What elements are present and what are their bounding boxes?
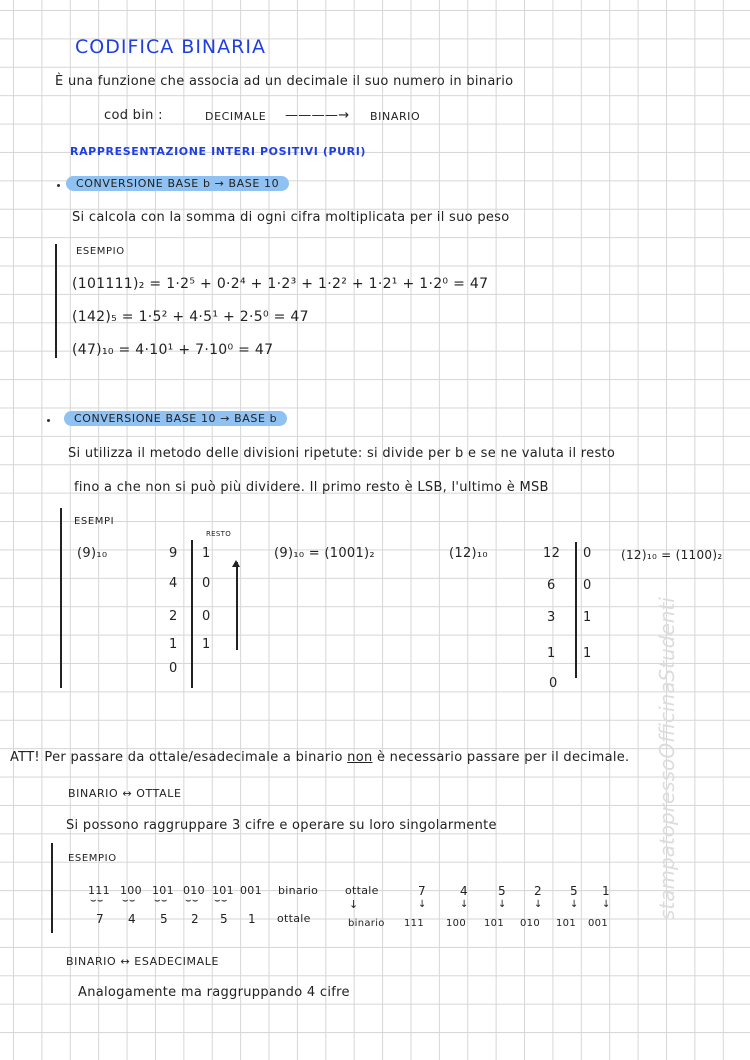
- conv1-example-label: ESEMPIO: [76, 246, 125, 257]
- binary-group: 001: [240, 884, 262, 897]
- example-bar: [60, 508, 62, 688]
- quotient: 4: [169, 576, 178, 591]
- conv2-desc: Si utilizza il metodo delle divisioni ripetute: si divide per b e se ne valuta il resto: [68, 446, 616, 461]
- quotient: 1: [169, 637, 178, 652]
- example-bar: [51, 843, 53, 933]
- att-underlined: non: [347, 750, 373, 765]
- label-binario: binario: [278, 884, 319, 897]
- arrow-down-icon: ↓: [570, 899, 579, 910]
- arrow-down-icon: ↓: [349, 898, 359, 911]
- example-bar: [55, 244, 57, 358]
- octal-digit: 5: [220, 912, 228, 926]
- section-heading: RAPPRESENTAZIONE INTERI POSITIVI (PURI): [70, 145, 367, 158]
- remainder: 1: [202, 546, 211, 561]
- binary-group: 101: [152, 884, 174, 897]
- octal-digit: 5: [570, 884, 578, 898]
- conv2-desc: fino a che non si può più dividere. Il primo resto è LSB, l'ultimo è MSB: [74, 480, 549, 495]
- att-text: Per passare da ottale/esadecimale a binario: [44, 750, 343, 765]
- binary-group: 010: [520, 918, 540, 929]
- quotient: 6: [547, 578, 556, 593]
- quotient: 1: [547, 646, 556, 661]
- brace-icon: ⌣⌣: [154, 895, 168, 906]
- ex1-label: (9)₁₀: [77, 546, 108, 561]
- arrow-down-icon: ↓: [534, 899, 543, 910]
- conv1-desc: Si calcola con la somma di ogni cifra moltiplicata per il suo peso: [72, 210, 510, 225]
- octal-digit: 7: [96, 912, 104, 926]
- watermark: stampatopressoOfficinaStudenti: [655, 597, 679, 920]
- binary-group: 111: [88, 884, 110, 897]
- arrow-up-icon: [236, 562, 238, 650]
- division-bar: [191, 540, 193, 688]
- quotient: 2: [169, 609, 178, 624]
- arrow-down-icon: ↓: [460, 899, 469, 910]
- remainder: 1: [202, 637, 211, 652]
- binary-group: 010: [183, 884, 205, 897]
- octal-digit: 1: [602, 884, 610, 898]
- conv1-line: (47)₁₀ = 4·10¹ + 7·10⁰ = 47: [72, 342, 274, 358]
- division-bar: [575, 542, 577, 678]
- bin-oct-heading: BINARIO ↔ OTTALE: [68, 787, 182, 800]
- binary-group: 001: [588, 918, 608, 929]
- remainder: 1: [583, 610, 592, 625]
- att-prefix: ATT!: [10, 750, 40, 765]
- label-ottale: ottale: [345, 884, 379, 897]
- att-text: è necessario passare per il decimale.: [376, 750, 630, 765]
- remainder: 0: [583, 578, 592, 593]
- remainder: 0: [583, 546, 592, 561]
- conv1-line: (142)₅ = 1·5² + 4·5¹ + 2·5⁰ = 47: [72, 309, 309, 325]
- bin-hex-desc: Analogamente ma raggruppando 4 cifre: [78, 985, 350, 1000]
- quotient: 9: [169, 546, 178, 561]
- brace-icon: ⌣⌣: [185, 895, 199, 906]
- page-title: CODIFICA BINARIA: [75, 36, 266, 58]
- label-binario: binario: [348, 918, 385, 929]
- bullet: [57, 184, 60, 187]
- octal-digit: 5: [160, 912, 168, 926]
- octal-digit: 2: [191, 912, 199, 926]
- arrow-down-icon: ↓: [498, 899, 507, 910]
- binary-group: 100: [120, 884, 142, 897]
- quotient: 0: [549, 676, 558, 691]
- att-line: [10, 750, 630, 765]
- brace-icon: ⌣⌣: [122, 895, 136, 906]
- binary-group: 101: [556, 918, 576, 929]
- cod-bin-from: DECIMALE: [205, 110, 267, 123]
- conv2-example-label: ESEMPI: [74, 516, 115, 527]
- octal-digit: 4: [460, 884, 468, 898]
- brace-icon: ⌣⌣: [90, 895, 104, 906]
- quotient: 0: [169, 661, 178, 676]
- octal-digit: 2: [534, 884, 542, 898]
- remainder: 0: [202, 609, 211, 624]
- binary-group: 111: [404, 918, 424, 929]
- ex2-label: (12)₁₀: [449, 546, 488, 561]
- bin-oct-example-label: ESEMPIO: [68, 853, 117, 864]
- arrow-down-icon: ↓: [602, 899, 611, 910]
- quotient: 3: [547, 610, 556, 625]
- conv2-heading: CONVERSIONE BASE 10 → BASE b: [64, 411, 287, 426]
- ex1-result: (9)₁₀ = (1001)₂: [274, 546, 375, 561]
- binary-group: 101: [212, 884, 234, 897]
- arrow-down-icon: ↓: [418, 899, 427, 910]
- ex2-result: (12)₁₀ = (1100)₂: [621, 548, 723, 562]
- remainder: 1: [583, 646, 592, 661]
- resto-label: RESTO: [206, 530, 232, 538]
- conv1-heading: CONVERSIONE BASE b → BASE 10: [66, 176, 289, 191]
- octal-digit: 7: [418, 884, 426, 898]
- remainder: 0: [202, 576, 211, 591]
- binary-group: 100: [446, 918, 466, 929]
- label-ottale: ottale: [277, 912, 311, 925]
- binary-group: 101: [484, 918, 504, 929]
- conv1-line: (101111)₂ = 1·2⁵ + 0·2⁴ + 1·2³ + 1·2² + 1·2¹ + 1·2⁰ = 47: [72, 276, 489, 292]
- cod-bin-to: BINARIO: [370, 110, 421, 123]
- octal-digit: 5: [498, 884, 506, 898]
- bin-hex-heading: BINARIO ↔ ESADECIMALE: [66, 955, 220, 968]
- bin-oct-desc: Si possono raggruppare 3 cifre e operare su loro singolarmente: [66, 818, 497, 833]
- quotient: 12: [543, 546, 561, 561]
- bullet: [47, 419, 50, 422]
- cod-bin-label: cod bin :: [104, 108, 163, 123]
- brace-icon: ⌣⌣: [214, 895, 228, 906]
- octal-digit: 1: [248, 912, 256, 926]
- octal-digit: 4: [128, 912, 136, 926]
- intro-text: È una funzione che associa ad un decimale il suo numero in binario: [55, 74, 514, 89]
- cod-bin-arrow: ————→: [285, 108, 350, 123]
